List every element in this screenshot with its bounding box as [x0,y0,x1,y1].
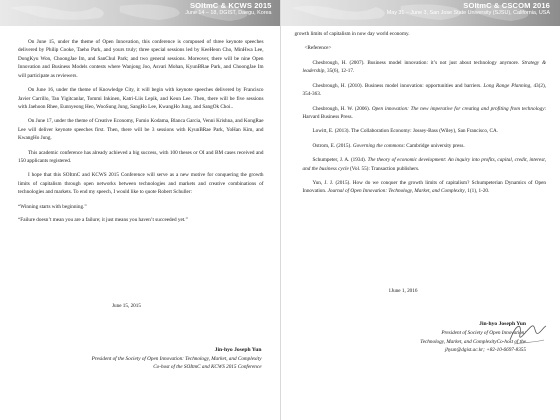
reference-text-tail: , 35(6), 12-17. [324,68,355,75]
right-signatory-contact: jhyun@dgist.ac.kr; +82-10-6697-8355 [444,347,526,354]
left-date: June 15, 2015 [112,303,141,309]
reference-italic-title: Long Range Planning [483,82,531,89]
left-paragraph-2: On June 16, under the theme of Knowledge City, it will begin with keynote speeches delivered by Francisco Javier Carrillo, Tan Yigitcanlar, Tommi Inkinen, Katri-Liis Lepik, and Keun Lee. Then, there will be five sessions with Jaehoon Rhee, Eunnyeong Heo, WooSung Jung, SangHo Lee, KwangHo Jung, and SangOk Choi.. [18,87,264,110]
left-header-text [185,2,271,17]
left-signatory-name: Jin-hyo Joseph Yun [214,347,262,353]
left-signatory-role-1: President of the Society of Open Innovation: Technology, Market, and Complexity [91,355,262,362]
left-paragraph-5: I hope that this SOItmC and KCWS 2015 Conference will serve as a new motive for conquering the growth limits of capitalism through open networks between technologies and markets and creative combinations of technologies and markets. To end my speech, I would like to quote Robert Schuller: [18,172,264,196]
reference-item [295,127,547,135]
reference-text: Ostrom, E. (2015). [312,142,353,149]
reference-item [295,179,547,196]
reference-text: Schumpeter, J. A. (1934). [312,157,368,164]
right-conference-title: SOItmC & CSCOM 2016 [463,1,550,10]
reference-italic-title: Strategy & leadership [302,59,546,75]
left-conference-title: SOItmC & KCWS 2015 [189,1,272,10]
reference-italic-title: Open innovation: The new imperative for creating and profiting from technology [371,105,545,112]
right-conference-subtitle: May 31 – June 3, San Jose State University (SJSU), California, USA [386,9,550,16]
reference-italic-title: Governing the commons [352,142,404,149]
quote-2: “Failure doesn’t mean you are a failure; it just means you haven’t succeeded yet.” [18,217,188,224]
reference-text-tail: , 1(1), 1-20. [464,188,490,195]
right-body [281,26,560,196]
reference-item [295,142,547,150]
reference-italic-title: The theory of economic development: An inquiry into profits, capital, credit, interest, and the business cycle [302,157,546,172]
reference-text-tail: : Harvard Business Press. [302,105,546,120]
handwritten-signature [506,318,548,348]
right-signatory-role-2: Technology, Market, and ComplexityCo-host of the [420,338,526,345]
left-header-band [0,0,280,26]
reference-item [295,105,547,122]
reference-heading: <Reference> [304,45,332,52]
reference-item [295,156,547,173]
reference-list [295,59,547,196]
left-signature-block [92,346,262,372]
left-signatory-role-2: Co-host of the SOItmC and KCWS 2015 Conference [153,364,262,371]
quote-1: “Winning starts with beginning.” [18,203,87,210]
right-page [281,0,560,420]
reference-item [295,59,547,76]
left-conference-subtitle: June 14 – 18, DGIST, Daegu, Korea [185,9,272,16]
right-signatory-role-1: President of Society of Open Innovation: [441,330,526,337]
right-header-band [281,0,560,26]
left-body [0,26,280,225]
reference-text: Yun, J. J. (2015). How do we conquer the growth limits of capitalism? Schumpeterian Dynamics of Open Innovation. [302,180,546,195]
reference-text-tail: , 43(2), 354-363. [302,82,546,98]
reference-text: Chesbrough, H. (2007). Business model innovation: it’s not just about technology anymore. [312,59,522,66]
reference-text: Lowitt, E. (2013). The Collaboration Economy: Jossey-Bass (Wiley), San Francisco, CA. [312,128,499,135]
reference-item [295,82,547,99]
reference-text: Chesbrough, H. (2010). Business model innovation: opportunities and barriers. [312,82,484,89]
reference-text-tail: (Vol. 55): Transaction publishers. [348,165,420,172]
left-paragraph-4: This academic conference has already achieved a big success, with 100 theses or OI and BM cases received and 150 applicants registered. [18,149,264,165]
right-date: 1June 1, 2016 [388,288,418,294]
left-paragraph-3: On June 17, under the theme of Creative Economy, Fumio Kodama, Blanca Garcia, Venni Krishna, and KongRae Lee will deliver keynote speeches first. Then, there will be 3 sessions with KyunBRae Park, YoHan Kim, and KwangHo Jung. [18,118,264,142]
reference-text: Chesbrough, H. W. (2006). [312,105,372,112]
reference-italic-title: Journal of Open Innovation: Technology, Market, and Complexity [327,188,465,195]
right-signatory-name: Jin-hyo Joseph Yun [479,321,526,327]
right-continuation: growth limits of capitalism in now day world economy. [294,31,410,37]
right-header-text [387,2,550,17]
reference-text-tail: : Cambridge university press. [403,142,465,149]
left-paragraph-1: On June 15, under the theme of Open Innovation, this conference is composed of three keynote speeches delivered by Philip Cooke, Taeho Park, and yours truly; three special sessions led by KeeHeon Cho, MinHwa Lee, DongKyu Won, ChoongJae Im, and SanChul Park; and two general sessions. Moreover, there will be nine Open Innovation and Business Models contests where Wanjong Joo, Asvari Mohan, KyunBRae Park, and ChoongJae Im will participate as reviewers. [18,39,264,79]
